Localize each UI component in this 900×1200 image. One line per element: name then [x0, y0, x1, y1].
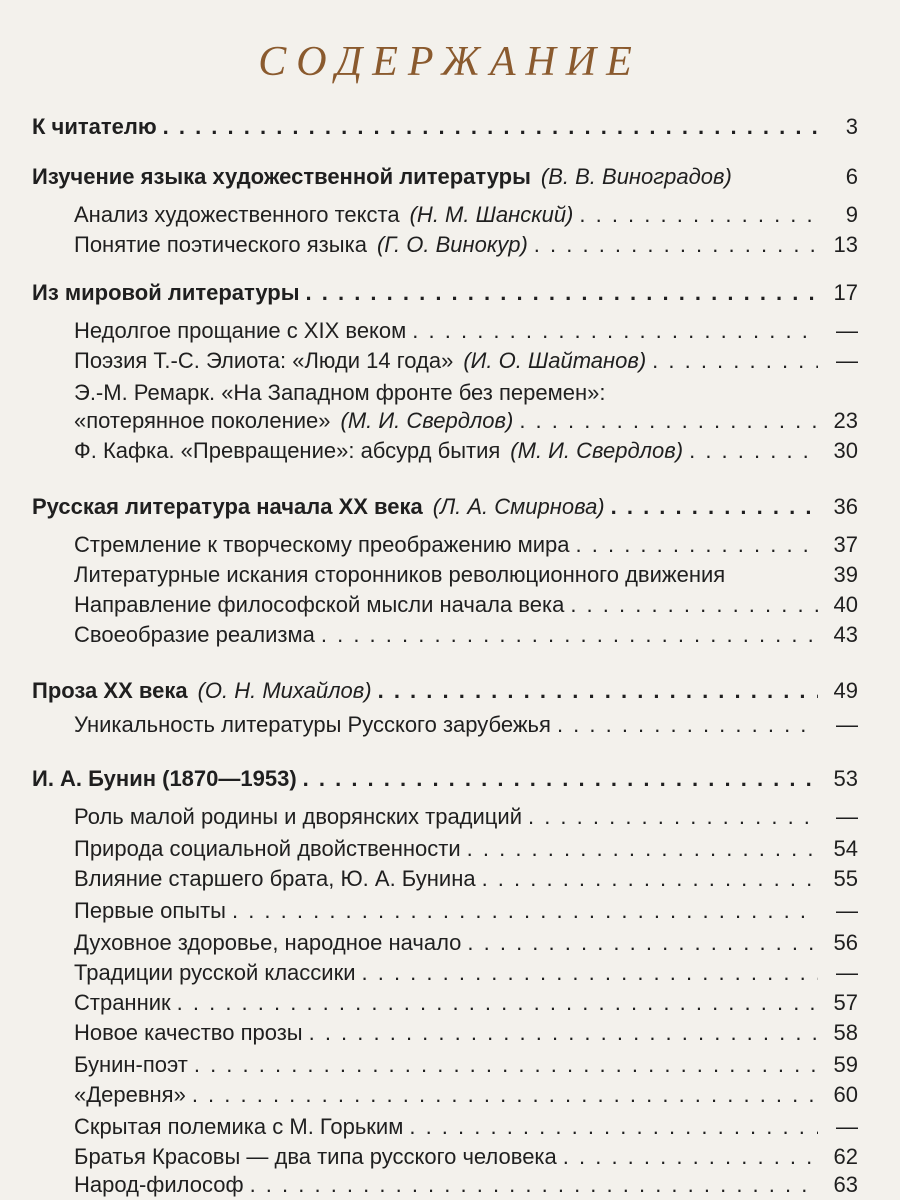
toc-entry: [74, 436, 900, 466]
toc-entry: [74, 406, 900, 436]
dot-leader: [557, 710, 818, 740]
toc-entry-title: Поэзия Т.-С. Элиота: «Люди 14 года»: [74, 348, 454, 373]
dot-leader: [563, 1142, 818, 1172]
toc-entry-page: 55: [833, 866, 858, 891]
dot-leader: [250, 1170, 818, 1200]
toc-entry: [74, 988, 900, 1018]
dot-leader: [309, 1018, 818, 1048]
toc-entry-page: 58: [833, 1020, 858, 1045]
toc-entry-title: «Деревня»: [74, 1082, 186, 1107]
dot-leader: [232, 896, 818, 926]
toc-entry-page: 3: [845, 114, 858, 139]
toc-entry-page: —: [836, 348, 858, 373]
toc-entry-title: Влияние старшего брата, Ю. А. Бунина: [74, 866, 476, 891]
page-title: СОДЕРЖАНИЕ: [258, 39, 642, 85]
toc-entry: [74, 834, 900, 864]
toc-entry-page: —: [836, 712, 858, 737]
toc-entry-title: Роль малой родины и дворянских традиций: [74, 804, 522, 829]
dot-leader: [306, 278, 818, 308]
dot-leader: [519, 406, 818, 436]
toc-entry-author: (О. Н. Михайлов): [197, 678, 372, 703]
toc-entry-page: 40: [833, 592, 858, 617]
toc-entry-author: (Н. М. Шанский): [409, 202, 574, 227]
toc-entry-page: 17: [833, 280, 858, 305]
toc-entry-title: Духовное здоровье, народное начало: [74, 930, 462, 955]
toc-entry-page: 39: [833, 562, 858, 587]
toc-entry-title: Русская литература начала XX века: [32, 494, 423, 519]
toc-entry-page: 6: [845, 164, 858, 189]
toc-entry: [74, 1050, 900, 1080]
toc-entry-page: 30: [833, 438, 858, 463]
toc-entry-title: Из мировой литературы: [32, 280, 300, 305]
dot-leader: [579, 200, 818, 230]
toc-entry-title: И. А. Бунин (1870—1953): [32, 766, 297, 791]
toc-entry-page: 43: [833, 622, 858, 647]
toc-entry-author: (И. О. Шайтанов): [463, 348, 647, 373]
toc-entry-page: 57: [833, 990, 858, 1015]
toc-entry-title: Бунин-поэт: [74, 1052, 188, 1077]
dot-leader: [303, 764, 818, 794]
toc-entry-title: «потерянное поколение»: [74, 408, 331, 433]
toc-entry-page: 54: [833, 836, 858, 861]
toc-entry: [74, 316, 900, 346]
dot-leader: [163, 112, 818, 142]
toc-entry: [32, 492, 900, 522]
dot-leader: [192, 1080, 818, 1110]
dot-leader: [378, 676, 818, 706]
toc-entry-title: Ф. Кафка. «Превращение»: абсурд бытия: [74, 438, 501, 463]
toc-entry: [74, 928, 900, 958]
dot-leader: [194, 1050, 818, 1080]
toc-entry-title: Стремление к творческому преображению мира: [74, 532, 570, 557]
toc-entry-title: Странник: [74, 990, 171, 1015]
toc-entry-author: (Г. О. Винокур): [376, 232, 528, 257]
dot-leader: [689, 436, 818, 466]
toc-entry-page: 36: [833, 494, 858, 519]
dot-leader: [412, 316, 818, 346]
toc-entry-page: 9: [845, 202, 858, 227]
toc-entry: [74, 802, 900, 832]
toc-entry: [74, 590, 900, 620]
toc-entry: [74, 710, 900, 740]
dot-leader: [409, 1112, 818, 1142]
toc-entry: [74, 1142, 900, 1172]
toc-entry: [74, 1170, 900, 1200]
toc-entry-page: 37: [833, 532, 858, 557]
toc-entry-page: —: [836, 898, 858, 923]
toc-entry: [74, 958, 900, 988]
toc-entry-page: 59: [833, 1052, 858, 1077]
toc-entry: [74, 896, 900, 926]
toc-entry-page: 13: [833, 232, 858, 257]
toc-entry-title: Традиции русской классики: [74, 960, 356, 985]
toc-entry-title: Литературные искания сторонников революционного движения: [74, 562, 726, 587]
dot-leader: [570, 590, 818, 620]
toc-entry-title: Своеобразие реализма: [74, 622, 315, 647]
dot-leader: [652, 346, 818, 376]
toc-entry-title: Э.-М. Ремарк. «На Западном фронте без перемен»:: [74, 380, 606, 405]
toc-entry-page: —: [836, 1114, 858, 1139]
toc-entry-page: —: [836, 804, 858, 829]
dot-leader: [576, 530, 818, 560]
dot-leader: [482, 864, 818, 894]
toc-entry-title: Новое качество прозы: [74, 1020, 303, 1045]
toc-entry-title: Направление философской мысли начала века: [74, 592, 565, 617]
toc-entry-page: 62: [833, 1144, 858, 1169]
toc-entry: [74, 1018, 900, 1048]
toc-entry: [32, 764, 900, 794]
toc-entry-title: Анализ художественного текста: [74, 202, 400, 227]
dot-leader: [177, 988, 818, 1018]
toc-entry-page: 56: [833, 930, 858, 955]
toc-entry-page: —: [836, 318, 858, 343]
toc-entry: [74, 620, 900, 650]
toc-entry-title: Уникальность литературы Русского зарубежья: [74, 712, 551, 737]
toc-entry-title: Проза XX века: [32, 678, 188, 703]
toc-entry-title: Изучение языка художественной литературы: [32, 164, 531, 189]
toc-entry-title: Природа социальной двойственности: [74, 836, 461, 861]
toc-entry: [74, 230, 900, 260]
toc-entry: [74, 346, 900, 376]
toc-entry: [74, 1080, 900, 1110]
toc-entry-title: Понятие поэтического языка: [74, 232, 367, 257]
toc-entry: [32, 162, 900, 192]
toc-entry-page: 49: [833, 678, 858, 703]
toc-entry-title: Скрытая полемика с М. Горьким: [74, 1114, 404, 1139]
toc-entry-author: (В. В. Виноградов): [540, 164, 732, 189]
toc-entry-page: 60: [833, 1082, 858, 1107]
toc-entry: [32, 676, 900, 706]
toc-entry: [74, 864, 900, 894]
dot-leader: [467, 928, 818, 958]
toc-entry-author: (М. И. Свердлов): [340, 408, 514, 433]
toc-entry: [32, 278, 900, 308]
toc-entry: [74, 530, 900, 560]
toc-entry-title: Народ-философ: [74, 1172, 244, 1197]
dot-leader: [467, 834, 818, 864]
toc-entry-title: К читателю: [32, 114, 157, 139]
toc-entry: [74, 200, 900, 230]
toc-entry-title: Недолгое прощание с XIX веком: [74, 318, 407, 343]
toc-entry-page: 23: [833, 408, 858, 433]
toc-entry-title: Первые опыты: [74, 898, 226, 923]
toc-entry-author: (Л. А. Смирнова): [432, 494, 605, 519]
dot-leader: [362, 958, 819, 988]
toc-entry: [32, 112, 900, 142]
toc-entry-page: —: [836, 960, 858, 985]
toc-entry-title: Братья Красовы — два типа русского человека: [74, 1144, 557, 1169]
toc-entry: [74, 1112, 900, 1142]
toc-entry-author: (М. И. Свердлов): [510, 438, 684, 463]
dot-leader: [321, 620, 818, 650]
toc-entry-page: 63: [833, 1172, 858, 1197]
toc-entry: [74, 560, 900, 590]
dot-leader: [528, 802, 818, 832]
toc-entry-page: 53: [833, 766, 858, 791]
dot-leader: [534, 230, 818, 260]
dot-leader: [611, 492, 818, 522]
toc-entry: [74, 378, 900, 408]
